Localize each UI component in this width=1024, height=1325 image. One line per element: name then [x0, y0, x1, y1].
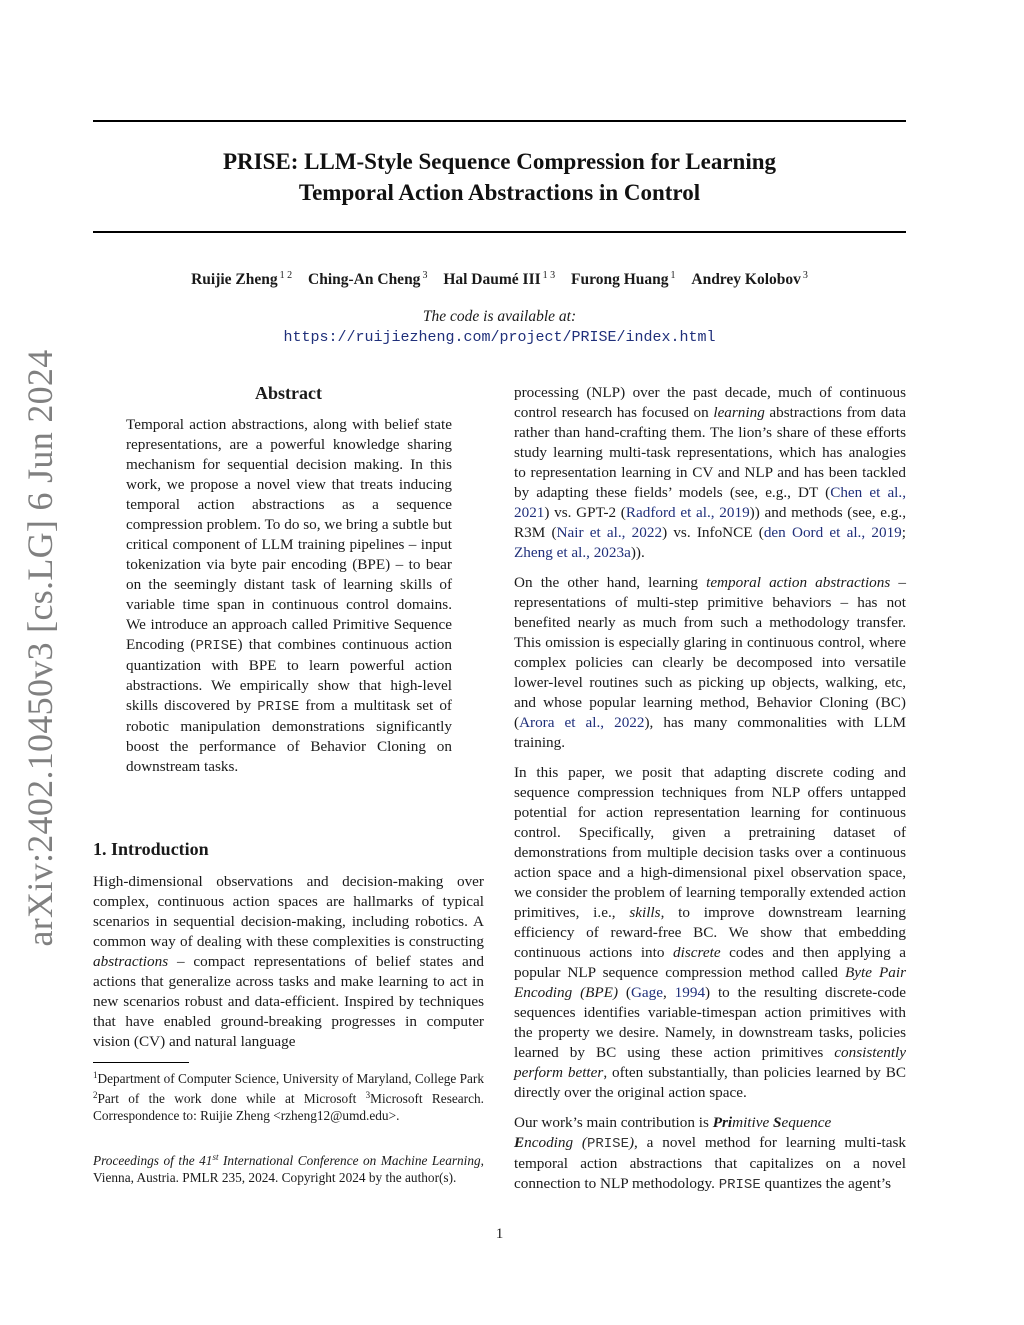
right-column [514, 383, 906, 1205]
citation-link[interactable]: Zheng et al., 2023a [514, 544, 631, 561]
introduction-paragraph: High-dimensional observations and decision-making over complex, continuous action spaces are hallmarks of typical scenarios in sequential decision-making, including robotics. A common way of dealing with these complexities is constructing abstractions – compact representations of belief states and actions that generalize across tasks and make learning to act in new scenarios robust and data-efficient. Inspired by techniques that have enabled ground-breaking progresses in computer vision (CV) and natural language [93, 873, 484, 1050]
title-line-1: PRISE: LLM-Style Sequence Compression for Learning [222, 149, 777, 174]
abstract-heading: Abstract [255, 383, 322, 403]
code-availability-note: The code is available at: [422, 308, 577, 325]
author: Hal Daumé III $^{1 3}$ [443, 270, 556, 288]
title-rule-bottom [93, 231, 906, 233]
abstract-text: Temporal action abstractions, along with belief state representations, are a powerful knowledge sharing mechanism for sequential decision making. In this work, we propose a novel view that treats inducing temporal action abstractions as a sequence compression problem. To do so, we bring a subtle but critical component of LLM training pipelines – input tokenization via byte pair encoding (BPE) – to bear on the seemingly distant task of learning skills of variable time span in continuous control domains. We introduce an approach called Primitive Sequence Encoding (PRISE) that combines continuous action quantization with BPE to learn powerful action abstractions. We empirically show that high-level skills discovered by PRISE from a multitask set of robotic manipulation demonstrations significantly boost the performance of Behavior Cloning on downstream tasks. [126, 416, 452, 775]
author: Furong Huang $^1$ [571, 270, 676, 288]
title-rule-top [93, 120, 906, 122]
citation-link[interactable]: Arora et al., 2022 [519, 714, 645, 731]
citation-link[interactable]: Gage [630, 984, 663, 1001]
author-list [93, 266, 906, 290]
citation-link[interactable]: Nair et al., 2022 [556, 524, 663, 541]
author: Ching-An Cheng $^3$ [308, 270, 428, 288]
arxiv-identifier-text: arXiv:2402.10450v3 [cs.LG] 6 Jun 2024 [20, 349, 60, 947]
project-url-link[interactable]: https://ruijiezheng.com/project/PRISE/index.html [283, 329, 716, 346]
citation-link[interactable]: Chen et al., 2021 [514, 484, 906, 521]
proceedings-note: Proceedings of the 41st International Conference on Machine Learning, Vienna, Austria. PMLR 235, 2024. Copyright 2024 by the author(s). [93, 1152, 484, 1185]
author: Ruijie Zheng $^{1 2}$ [191, 270, 293, 288]
body-paragraph: Our work’s main contribution is Primitive Sequence Encoding (PRISE), a novel method for learning multi-task temporal action abstractions that capitalizes on a novel connection to NLP methodology. PRISE quantizes the agent’s [514, 1114, 906, 1193]
citation-link[interactable]: 1994 [674, 984, 706, 1001]
body-paragraph: On the other hand, learning temporal action abstractions – representations of multi-step primitive behaviors – has not benefited nearly as much from such a methodology transfer. This omission is especially glaring in continuous control, where complex policies can clearly be decomposed into versatile lower-level routines such as picking up objects, walking, etc, and whose popular learning method, Behavior Cloning (BC) (Arora et al., 2022), has many commonalities with LLM training. [514, 574, 907, 751]
paper-title [93, 146, 906, 208]
citation-link[interactable]: Radford et al., 2019 [625, 504, 750, 521]
citation-link[interactable]: den Oord et al., 2019 [763, 524, 902, 541]
title-line-2: Temporal Action Abstractions in Control [298, 180, 701, 205]
footnote-divider [93, 1062, 189, 1063]
body-paragraph: processing (NLP) over the past decade, much of continuous control research has focused on learning abstractions from data rather than hand-crafting them. The lion’s share of these efforts study learning multi-task representations, which has analogies to representation learning in CV and NLP and has been tackled by adapting these fields’ models (see, e.g., DT (Chen et al., 2021) vs. GPT-2 (Radford et al., 2019)) and methods (see, e.g., R3M (Nair et al., 2022) vs. InfoNCE (den Oord et al., 2019; Zheng et al., 2023a)). [514, 384, 907, 561]
page-number: 1 [495, 1225, 504, 1242]
section-heading-introduction: 1. Introduction [93, 839, 209, 859]
body-paragraph: In this paper, we posit that adapting discrete coding and sequence compression techniques from NLP offers untapped potential for action representation learning for continuous control. Specifically, given a pretraining dataset of demonstrations from multiple decision tasks over a continuous action space and a high-dimensional pixel observation space, we consider the problem of learning temporally extended action primitives, i.e., skills, to improve downstream learning efficiency of reward-free BC. We show that embedding continuous actions into discrete codes and then applying a popular NLP sequence compression method called Byte Pair Encoding (BPE) (Gage, 1994) to the resulting discrete-code sequences identifies variable-timespan action primitives with the property we desire. Namely, in downstream tasks, policies learned by BC using these action primitives consistently perform better, often substantially, than policies learned by BC directly over the original action space. [514, 764, 907, 1101]
author: Andrey Kolobov $^3$ [691, 270, 808, 288]
affiliation-footnote: $^1$Department of Computer Science, University of Maryland, College Park $^2$Part of the work done while at Microsoft $^3$Microsoft Research. Correspondence to: Ruijie Zheng <rzheng12@umd.edu>. [93, 1070, 484, 1123]
